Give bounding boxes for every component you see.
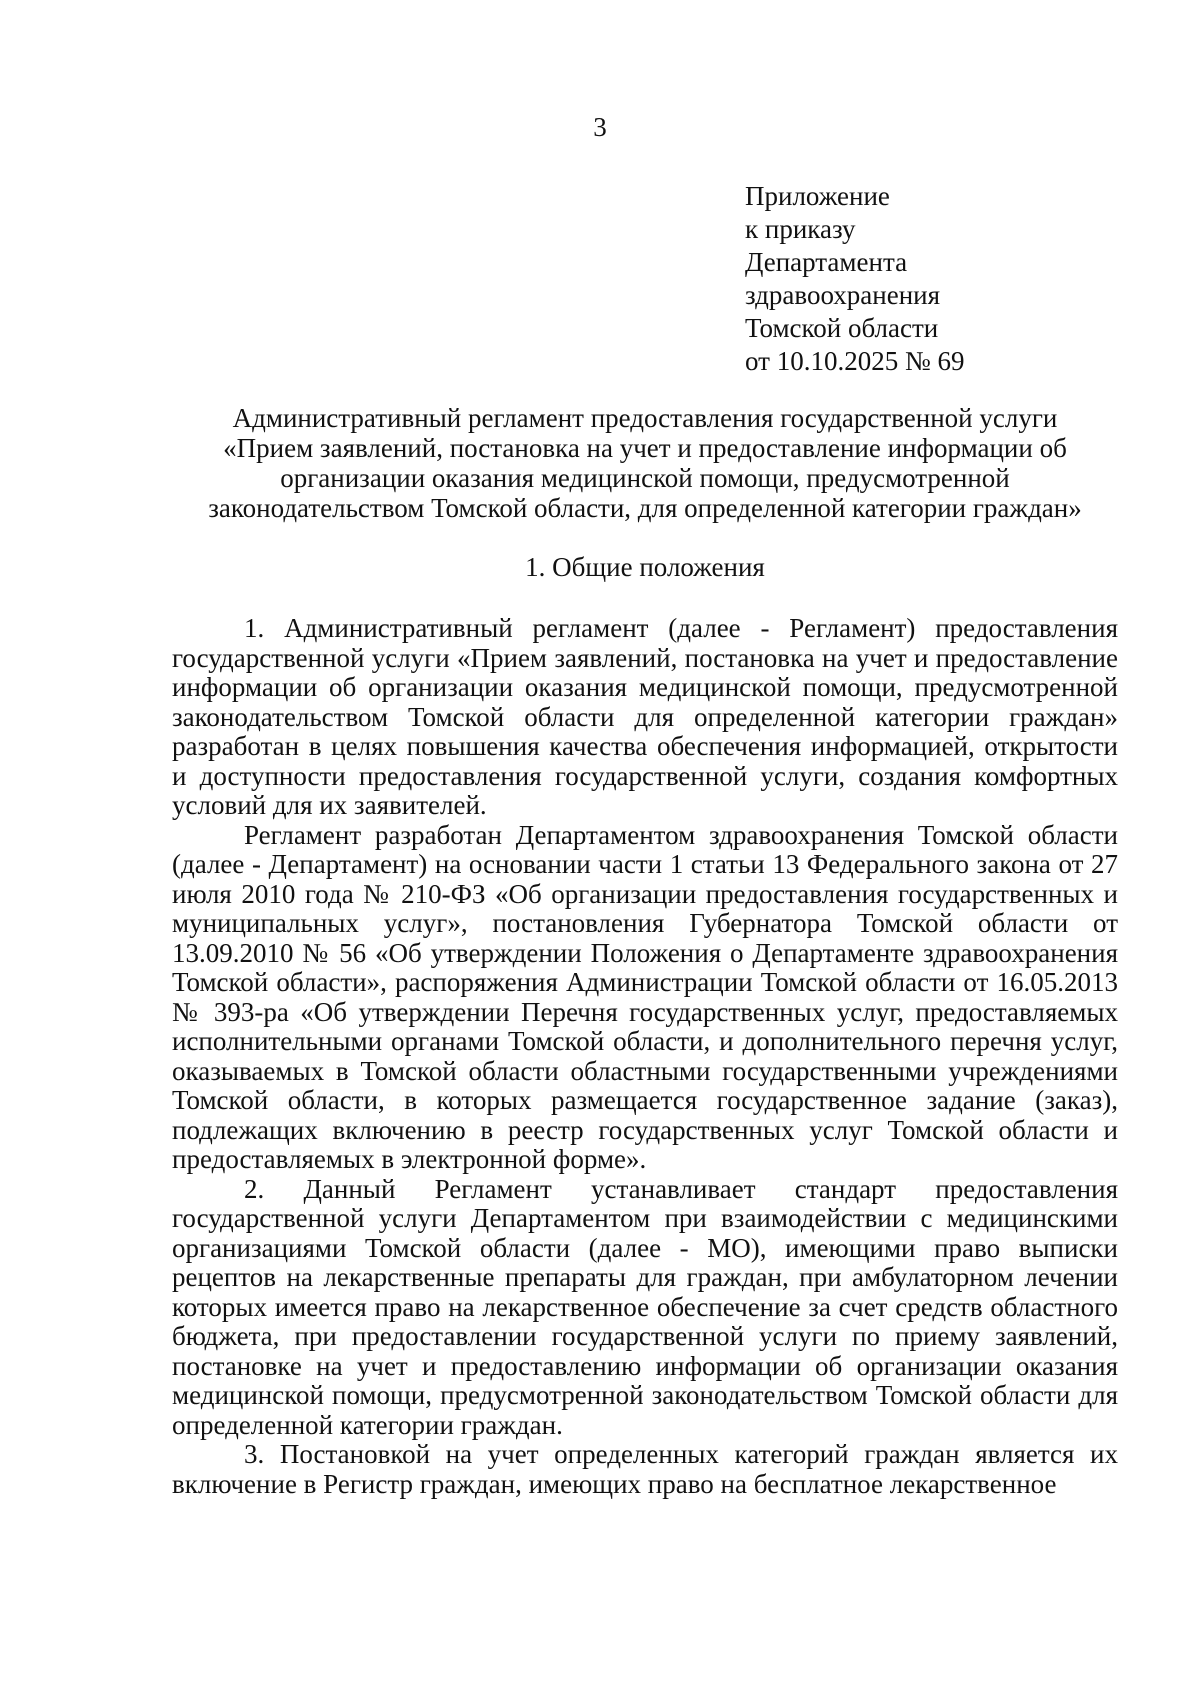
appendix-line: Департамента	[745, 247, 908, 277]
appendix-line: Приложение	[745, 181, 890, 211]
title-line: организации оказания медицинской помощи, предусмотренной	[280, 463, 1010, 493]
title-line: «Прием заявлений, постановка на учет и предоставление информации об	[223, 433, 1067, 463]
document-body	[172, 614, 1118, 1499]
paragraph: 3. Постановкой на учет определенных категорий граждан является их включение в Регистр граждан, имеющих право на бесплатное лекарственное	[172, 1439, 1118, 1499]
document-title	[170, 403, 1120, 523]
appendix-line: Томской области	[745, 313, 939, 343]
appendix-line: здравоохранения	[745, 280, 941, 310]
paragraph: Регламент разработан Департаментом здравоохранения Томской области (далее - Департамент) на основании части 1 статьи 13 Федерального закона от 27 июля 2010 года № 210-ФЗ «Об организации предоставления государственных и муниципальных услуг», постановления Губернатора Томской области от 13.09.2010 № 56 «Об утверждении Положения о Департаменте здравоохранения Томской области», распоряжения Администрации Томской области от 16.05.2013 № 393-ра «Об утверждении Перечня государственных услуг, предоставляемых исполнительными органами Томской области, и дополнительного перечня услуг, оказываемых в Томской области областными государственными учреждениями Томской области, в которых размещается государственное задание (заказ), подлежащих включению в реестр государственных услуг Томской области и предоставляемых в электронной форме».	[172, 819, 1118, 1174]
appendix-block	[745, 180, 964, 378]
paragraph: 1. Административный регламент (далее - Регламент) предоставления государственной услуги «Прием заявлений, постановка на учет и предоставление информации об организации оказания медицинской помощи, предусмотренной законодательством Томской области для определенной категории граждан» разработан в целях повышения качества обеспечения информацией, открытости и доступности предоставления государственной услуги, создания комфортных условий для их заявителей.	[172, 613, 1118, 820]
appendix-line: от 10.10.2025 № 69	[745, 346, 965, 376]
paragraph: 2. Данный Регламент устанавливает стандарт предоставления государственной услуги Департаментом при взаимодействии с медицинскими организациями Томской области (далее - МО), имеющими право выписки рецептов на лекарственные препараты для граждан, при амбулаторном лечении которых имеется право на лекарственное обеспечение за счет средств областного бюджета, при предоставлении государственной услуги по приему заявлений, постановке на учет и предоставлению информации об организации оказания медицинской помощи, предусмотренной законодательством Томской области для определенной категории граждан.	[172, 1173, 1118, 1440]
title-line: Административный регламент предоставления государственной услуги	[232, 403, 1058, 433]
title-line: законодательством Томской области, для определенной категории граждан»	[208, 493, 1082, 523]
page-number: 3	[593, 112, 607, 142]
section-heading: 1. Общие положения	[525, 552, 765, 582]
appendix-line: к приказу	[745, 214, 856, 244]
